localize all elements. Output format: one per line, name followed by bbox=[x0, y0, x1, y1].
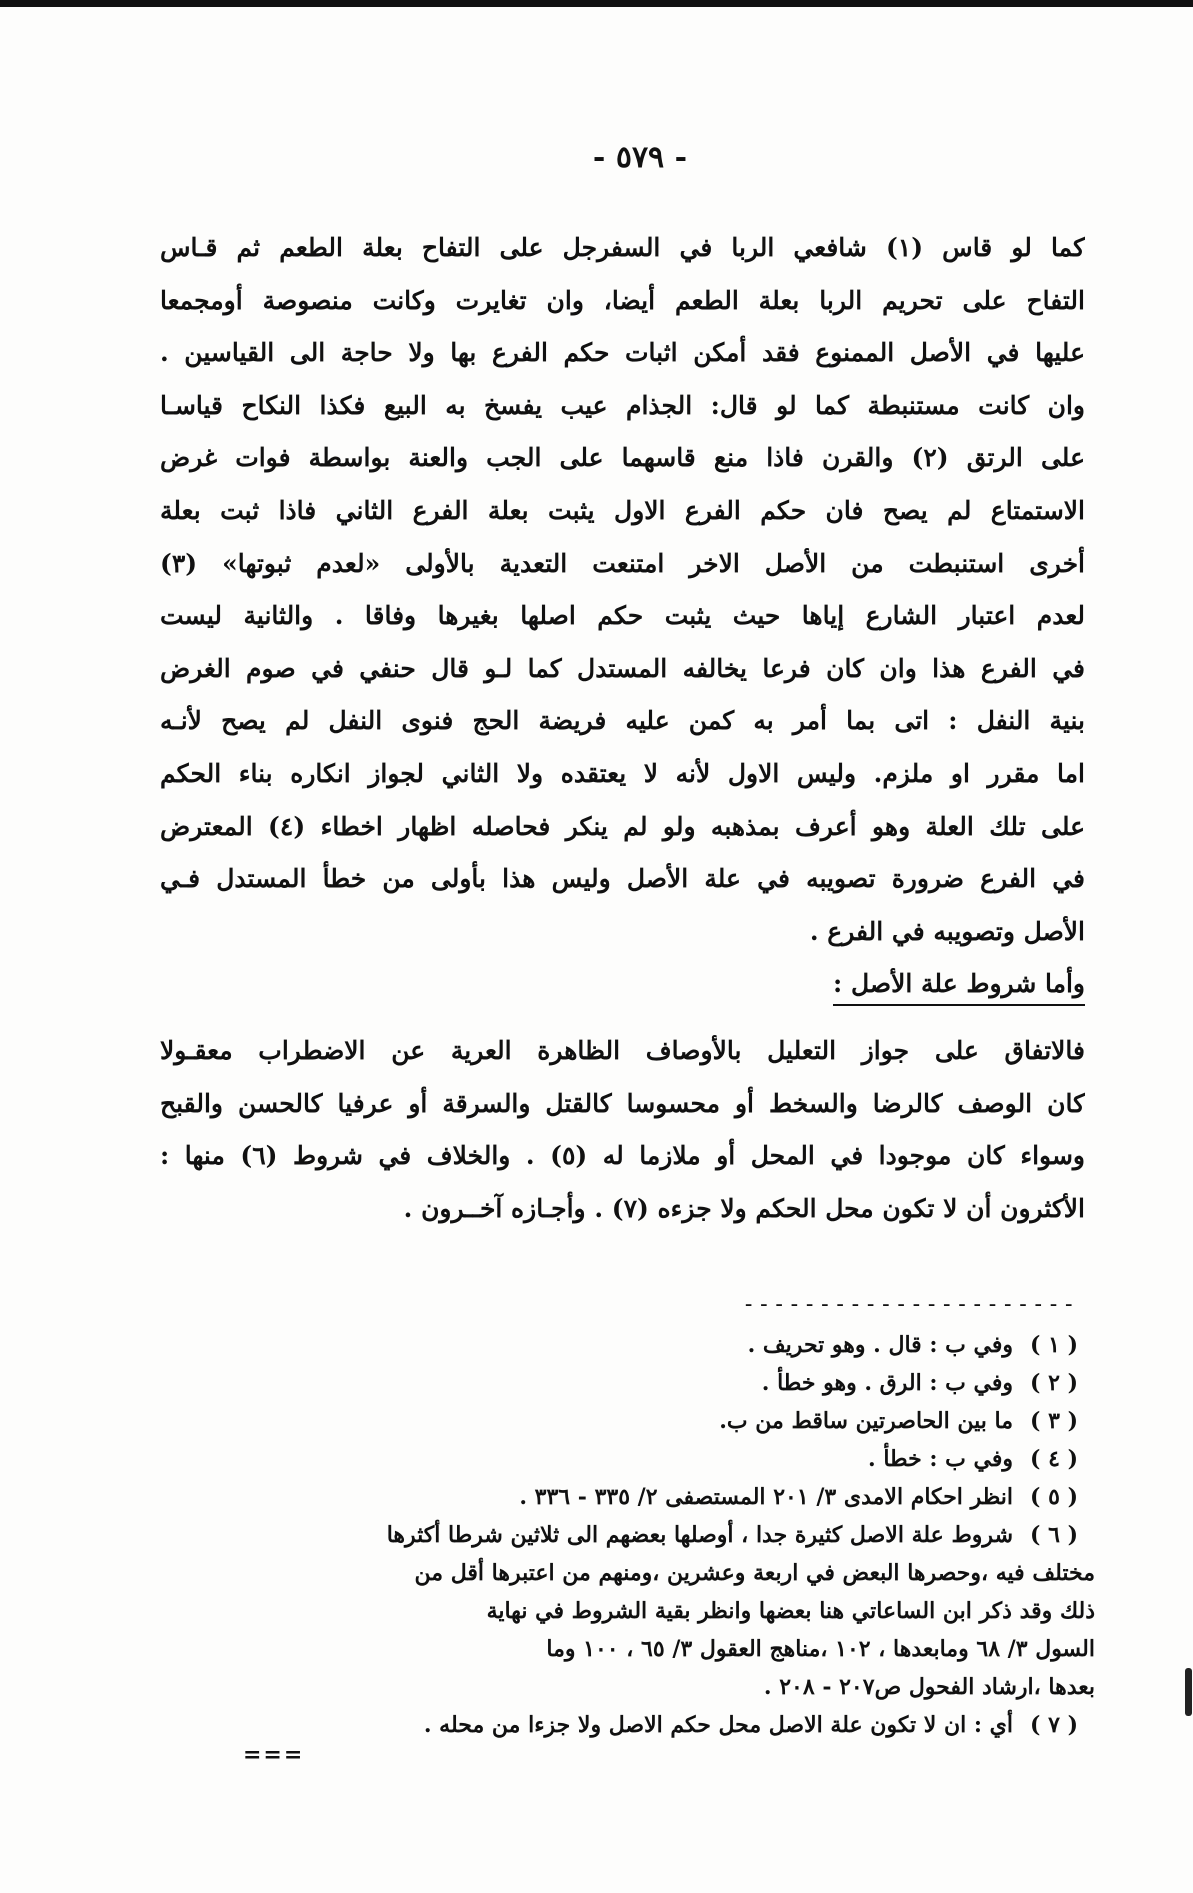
footnote-line: السول ٣/ ٦٨ ومابعدها ، ١٠٢ ،مناهج العقول ٣/ ٦٥ ، ١٠٠ وما bbox=[546, 1636, 1095, 1662]
text-line: في الفرع ضرورة تصويبه في علة الأصل وليس هذا بأولى من خطأ المستدل فـي bbox=[160, 864, 1085, 894]
main-text-block bbox=[160, 222, 1085, 1235]
text-line: أخرى استنبطت من الأصل الاخر امتنعت التعدية بالأولى «لعدم ثبوتها» (٣) bbox=[160, 548, 1085, 578]
text-line: لعدم اعتبار الشارع إياها حيث يثبت حكم اصلها بغيرها وفاقا . والثانية ليست bbox=[160, 601, 1085, 631]
footnote-text bbox=[160, 1516, 1095, 1706]
footnote-item bbox=[160, 1326, 1095, 1364]
top-border bbox=[0, 0, 1193, 7]
footnote-line: ذلك وقد ذكر ابن الساعاتي هنا بعضها وانظر بقية الشروط في نهاية bbox=[486, 1598, 1095, 1624]
text-line: وسواء كان موجودا في المحل أو ملازما له (٥) . والخلاف في شروط (٦) منها : bbox=[160, 1141, 1085, 1171]
footnote-item bbox=[160, 1706, 1095, 1744]
text-line: بنية النفل : اتى بما أمر به كمن عليه فريضة الحج فنوى النفل لم يصح لأنـه bbox=[160, 706, 1085, 736]
section-heading-text: وأما شروط علة الأصل : bbox=[833, 969, 1085, 1006]
footnote-number: ( ٧ ) bbox=[1030, 1712, 1078, 1738]
footnote-item bbox=[160, 1516, 1095, 1706]
footnote-line: وفي ب : خطأ . bbox=[868, 1446, 1013, 1472]
footnote-line: وفي ب : الرق . وهو خطأ . bbox=[761, 1370, 1013, 1396]
text-line: كما لو قاس (١) شافعي الربا في السفرجل على التفاح بعلة الطعم ثم قـاس bbox=[160, 233, 1085, 262]
text-line: الأكثرون أن لا تكون محل الحكم ولا جزءه (٧) . وأجـازه آخــرون . bbox=[403, 1193, 1085, 1223]
footnote-text bbox=[160, 1440, 1013, 1478]
text-line: الأصل وتصويبه في الفرع . bbox=[809, 916, 1085, 946]
section-heading bbox=[160, 958, 1085, 1011]
footnote-number: ( ٣ ) bbox=[1030, 1408, 1078, 1434]
footnote-item bbox=[160, 1364, 1095, 1402]
text-line: على الرتق (٢) والقرن فاذا منع قاسهما على الجب والعنة بواسطة فوات غرض bbox=[160, 443, 1085, 473]
footnote-number: ( ٥ ) bbox=[1030, 1484, 1078, 1510]
footnote-number: ( ١ ) bbox=[1030, 1332, 1078, 1358]
footnote-text bbox=[160, 1706, 1013, 1744]
text-line: فالاتفاق على جواز التعليل بالأوصاف الظاهرة العرية عن الاضطراب معقـولا bbox=[160, 1035, 1085, 1065]
scan-margin-mark bbox=[1185, 1668, 1192, 1716]
text-line: في الفرع هذا وان كان فرعا يخالفه المستدل كما لـو قال حنفي في صوم الغرض bbox=[160, 653, 1085, 683]
text-line: التفاح على تحريم الربا بعلة الطعم أيضا، وان تغايرت وكانت منصوصة أومجمعا bbox=[160, 285, 1085, 315]
footnote-text bbox=[160, 1478, 1013, 1516]
footnotes bbox=[160, 1326, 1095, 1744]
footnote-line: انظر احكام الامدى ٣/ ٢٠١ المستصفى ٢/ ٣٣٥ - ٣٣٦ . bbox=[519, 1484, 1013, 1510]
footnote-text bbox=[160, 1402, 1013, 1440]
text-line: وان كانت مستنبطة كما لو قال: الجذام عيب يفسخ به البيع فكذا النكاح قياسـا bbox=[160, 390, 1085, 420]
footnote-line: أي : ان لا تكون علة الاصل محل حكم الاصل ولا جزءا من محله . bbox=[423, 1712, 1013, 1738]
footnote-line: مختلف فيه ،وحصرها البعض في اربعة وعشرين ،ومنهم من اعتبرها أقل من bbox=[414, 1560, 1095, 1586]
page-number: - ٥٧٩ - bbox=[592, 140, 688, 175]
footnote-line: ما بين الحاصرتين ساقط من ب. bbox=[719, 1408, 1013, 1434]
text-line: عليها في الأصل الممنوع فقد أمكن اثبات حكم الفرع بها ولا حاجة الى القياسين . bbox=[160, 338, 1085, 368]
footnote-number: ( ٦ ) bbox=[1030, 1522, 1078, 1548]
footnote-text bbox=[160, 1364, 1013, 1402]
footnote-divider: ---------------------- bbox=[742, 1292, 1078, 1317]
text-line: على تلك العلة وهو أعرف بمذهبه ولو لم ينكر فحاصله اظهار اخطاء (٤) المعترض bbox=[160, 811, 1085, 841]
text-line: كان الوصف كالرضا والسخط أو محسوسا كالقتل والسرقة أو عرفيا كالحسن والقبح bbox=[160, 1088, 1085, 1118]
footnote-number: ( ٢ ) bbox=[1030, 1370, 1078, 1396]
footnote-number: ( ٤ ) bbox=[1030, 1446, 1078, 1472]
footnote-item bbox=[160, 1440, 1095, 1478]
footnote-line: شروط علة الاصل كثيرة جدا ، أوصلها بعضهم الى ثلاثين شرطا أكثرها bbox=[386, 1522, 1013, 1548]
end-mark: === bbox=[243, 1742, 305, 1768]
text-line: اما مقرر او ملزم. وليس الاول لأنه لا يعتقده ولا الثاني لجواز انكاره بناء الحكم bbox=[160, 758, 1085, 788]
footnote-item bbox=[160, 1478, 1095, 1516]
footnote-line: بعدها ،ارشاد الفحول ص٢٠٧ - ٢٠٨ . bbox=[763, 1674, 1095, 1700]
footnote-line: وفي ب : قال . وهو تحريف . bbox=[747, 1332, 1013, 1358]
footnote-item bbox=[160, 1402, 1095, 1440]
text-line: الاستمتاع لم يصح فان حكم الفرع الاول يثبت بعلة الفرع الثاني فاذا ثبت بعلة bbox=[160, 495, 1085, 525]
footnote-text bbox=[160, 1326, 1013, 1364]
